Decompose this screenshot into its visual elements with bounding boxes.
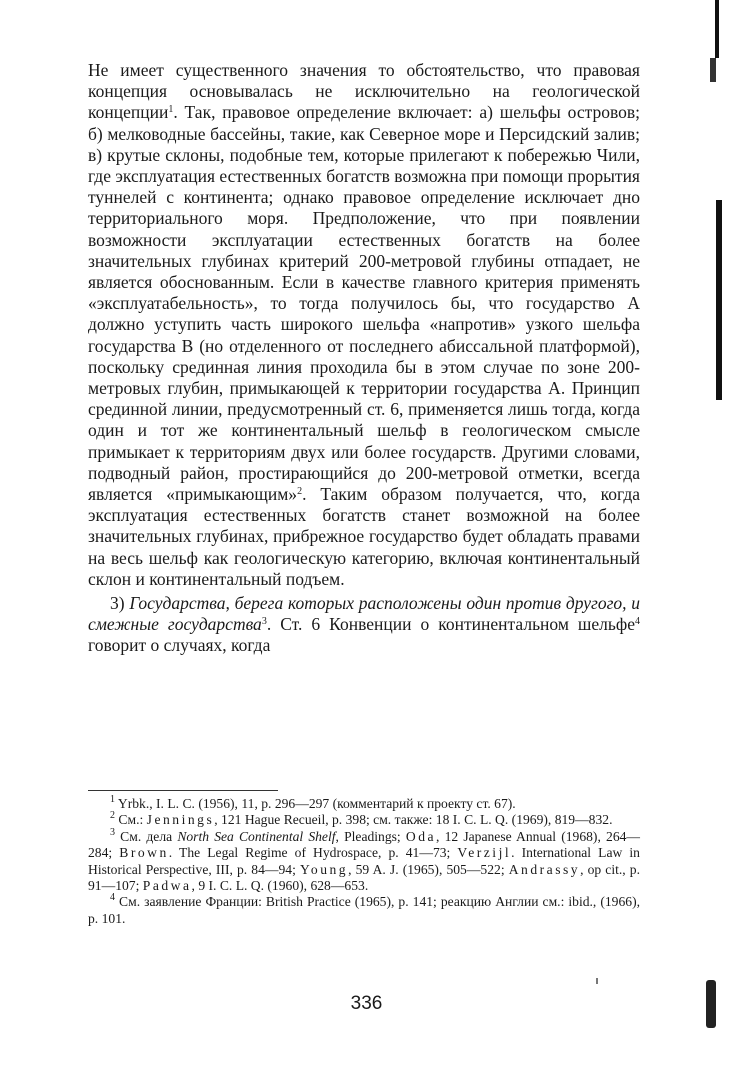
footnote-4 [88, 894, 640, 927]
footnote-ref-3: 3 [261, 616, 267, 628]
footnote-divider [88, 790, 278, 791]
footnote-mark: 1 [110, 794, 115, 805]
footnote-text: . International Law in Historical Perspective, III, p. 84—94; [88, 845, 640, 877]
footnote-mark: 2 [110, 810, 115, 822]
footnote-mark: 3 [110, 826, 115, 838]
footnote-ref-2: 2 [297, 486, 303, 498]
footnote-author: Young [299, 861, 349, 877]
footnote-ref-4: 4 [635, 616, 640, 628]
footnote-text: , 12 Japanese Annual (1968), 264—284; [88, 828, 641, 861]
footnote-3 [88, 826, 641, 895]
footnote-author: Brown [119, 845, 169, 861]
footnote-1 [88, 796, 640, 812]
footnote-text: , 9 I. C. L. Q. (1960), 628—653. [191, 878, 369, 894]
footnote-case-title: North Sea Continental Shelf [177, 828, 336, 844]
paragraph-2-text-a: . Ст. 6 Конвенции о континентальном шельфе [266, 614, 635, 635]
scan-edge-mark [716, 200, 722, 400]
scan-speck [596, 978, 598, 984]
footnote-text: См. дела [115, 828, 178, 844]
paragraph-2 [88, 593, 640, 657]
scan-edge-mark [710, 58, 716, 82]
paragraph-1 [88, 60, 640, 590]
main-text [88, 60, 640, 657]
footnote-text: , Pleadings; [335, 828, 406, 844]
section-heading-italic: Государства, берега которых расположены один против другого, и смежные государства [88, 593, 641, 635]
scan-edge-mark [715, 0, 719, 58]
footnote-author: Andrassy [508, 861, 581, 877]
paragraph-1-text-a: Не имеет существенного значения то обстоятельство, что правовая концепция основывалась не исключительно на геологической концепции [88, 60, 640, 123]
footnote-text: , 59 A. J. (1965), 505—522; [348, 861, 509, 877]
footnote-text: , 121 Hague Recueil, p. 398; см. также: 18 I. C. L. Q. (1969), 819—832. [214, 812, 613, 828]
paragraph-1-text-b: . Так, правовое определение включает: а) шельфы островов; б) мелководные бассейны, такие, как Северное море и Персидский залив; в) крутые склоны, подобные тем, которые прилегают к побережью Чили, где эксплуатация естественных богатств возможна при помощи прорытия туннелей с континента; однако правовое определение исключает дно территориального моря. Предположение, что при появлении возможности эксплуатации естественных богатств на более значительных глубинах критерий 200-метровой глубины отпадает, не является обоснованным. Если в качестве главного критерия применять «эксплуатабельность», то тогда получилось бы, что государство А должно уступить часть широкого шельфа «напротив» узкого шельфа государства В (но отделенного от последнего абиссальной платформой), поскольку срединная линия проходила бы в этом случае по зоне 200-метровых глубин, примыкающей к территории государства А. Принцип срединной линии, предусмотренный ст. 6, применяется лишь тогда, когда один и тот же континентальный шельф в геологическом смысле примыкает к территориям двух или более государств. Другими словами, подводный район, простирающийся до 200-метровой отметки, всегда является «примыкающим» [88, 102, 640, 505]
paragraph-1-text-c: . Таким образом получается, что, когда эксплуатация естественных богатств станет возможной на более значительных глубинах, прибрежное государство будет обладать правами на весь шельф как геологическую категорию, включая континентальный склон и континентальный подъем. [88, 484, 640, 589]
scan-edge-mark [706, 980, 716, 1028]
footnote-text: См.: [115, 812, 147, 828]
page-number: 336 [350, 993, 383, 1014]
footnote-text: . The Legal Regime of Hydrospace, p. 41—73; [168, 845, 458, 861]
footnote-author: Padwa [142, 878, 192, 894]
footnotes [88, 796, 640, 927]
footnote-text: Yrbk., I. L. C. (1956), 11, p. 296—297 (комментарий к проекту ст. 67). [115, 796, 516, 811]
paragraph-2-text-b: говорит о случаях, когда [88, 635, 271, 656]
footnote-author: Oda [405, 828, 437, 844]
footnote-text: , op cit., p. 91—107; [88, 861, 640, 894]
footnote-mark: 4 [110, 892, 115, 904]
footnote-author: Verzijl [457, 845, 512, 861]
footnote-2 [88, 812, 640, 828]
footnote-ref-1: 1 [168, 104, 174, 116]
list-number: 3) [110, 593, 130, 614]
footnote-author: Jennings [146, 812, 215, 828]
footnote-text: См. заявление Франции: British Practice (1965), p. 141; реакцию Англии см.: ibid., (1966), p. 101. [88, 894, 640, 926]
